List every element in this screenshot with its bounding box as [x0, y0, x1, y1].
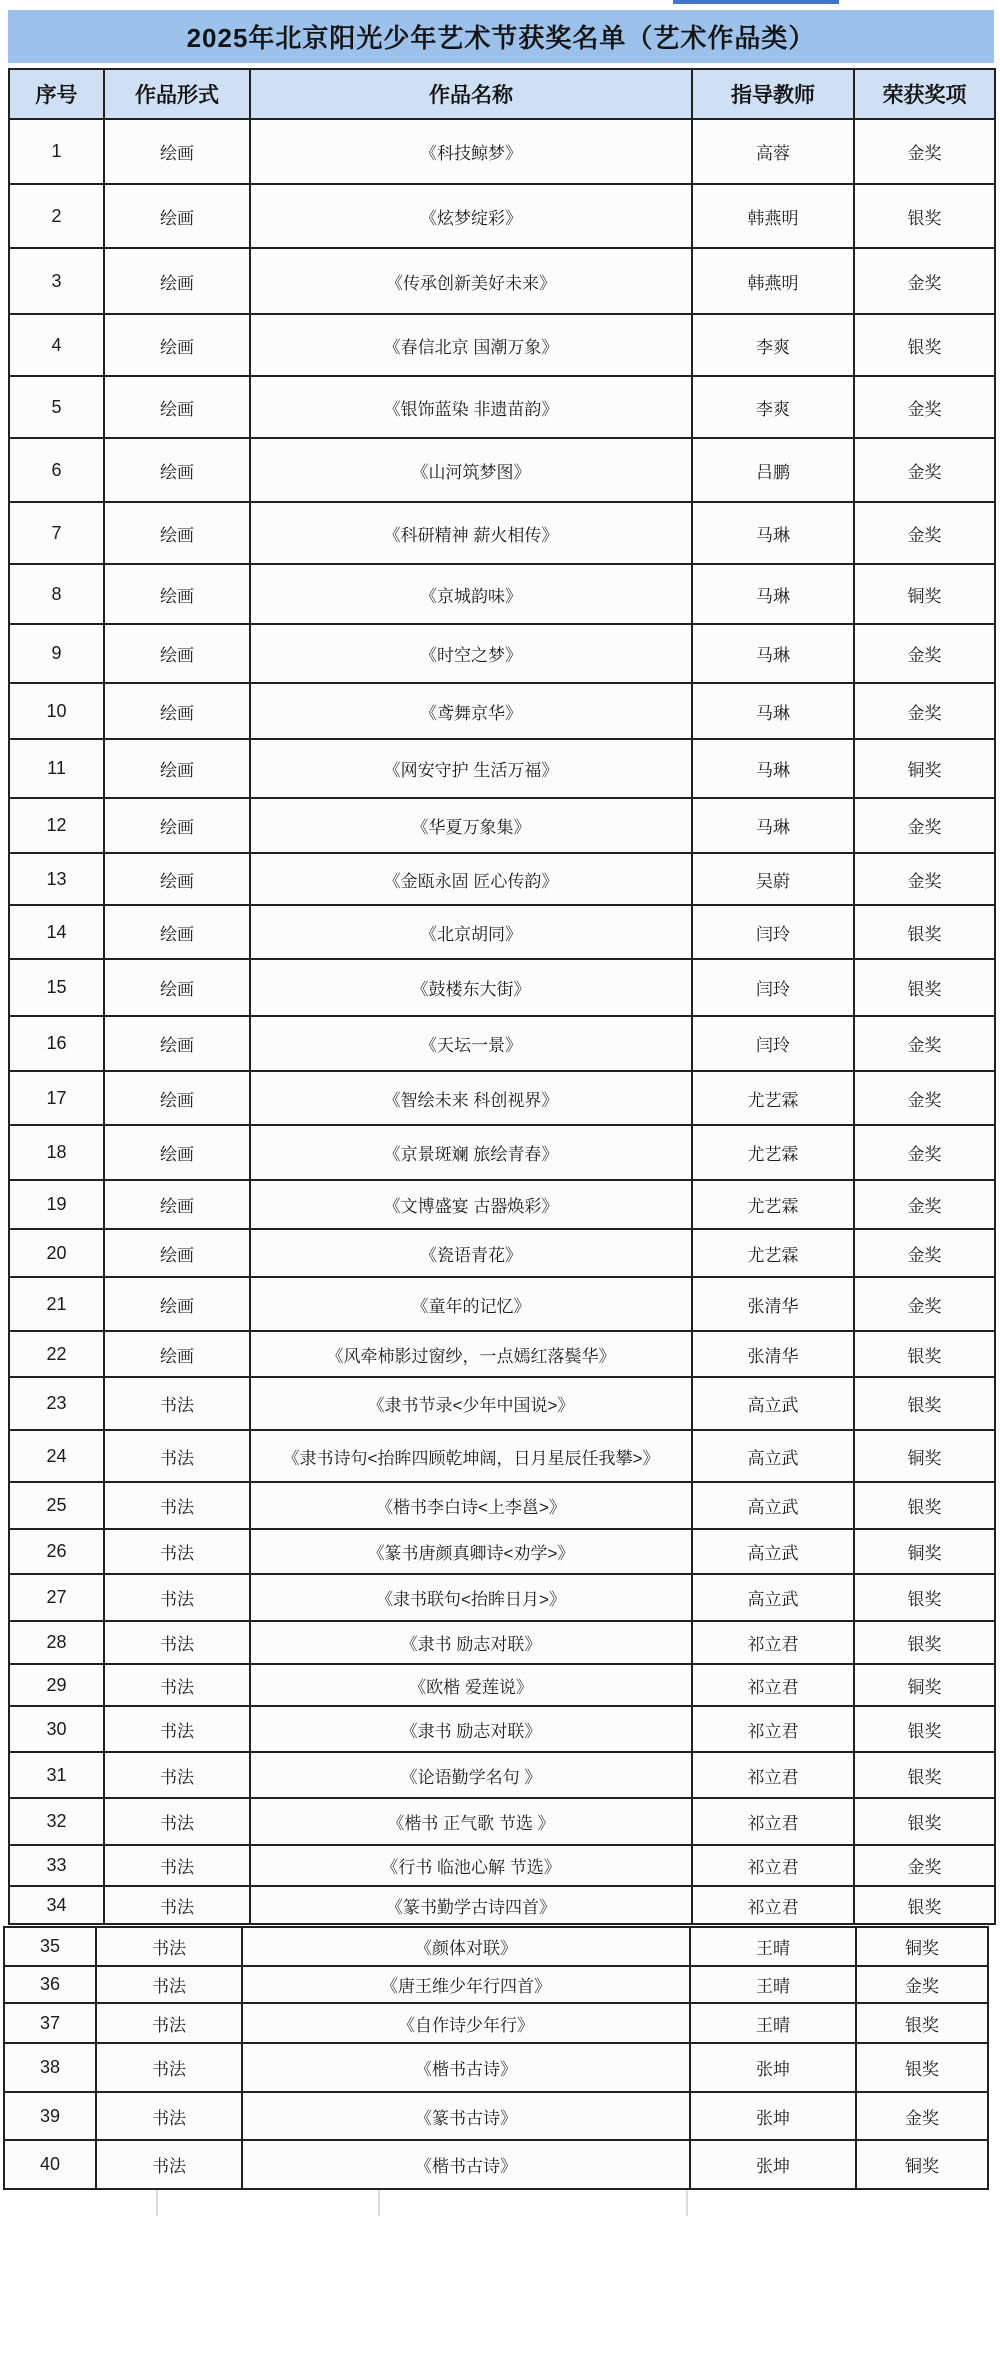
table-row: [9, 1229, 995, 1277]
cell-form: 绘画: [104, 564, 250, 624]
cell-form: 书法: [96, 2043, 242, 2092]
cell-title: 《金瓯永固 匠心传韵》: [250, 853, 692, 905]
cell-title: 《天坛一景》: [250, 1016, 692, 1071]
table-row: [9, 905, 995, 959]
awards-table-section-2: [3, 1926, 989, 2190]
cell-award: 金奖: [854, 683, 995, 739]
table-row: [9, 1071, 995, 1125]
cell-title: 《隶书 励志对联》: [250, 1706, 692, 1752]
table-row: [9, 1706, 995, 1752]
cell-teacher: 韩燕明: [692, 248, 854, 314]
cell-award: 金奖: [854, 376, 995, 438]
cell-award: 铜奖: [856, 1927, 988, 1966]
table-row: [4, 1966, 988, 2003]
cell-teacher: 张坤: [690, 2140, 856, 2189]
cell-teacher: 张坤: [690, 2043, 856, 2092]
table-row: [9, 1752, 995, 1798]
table-row: [9, 314, 995, 376]
table-row: [9, 624, 995, 683]
cell-teacher: 马琳: [692, 624, 854, 683]
cell-award: 银奖: [854, 1377, 995, 1430]
table-row: [9, 248, 995, 314]
table-row: [9, 798, 995, 853]
cell-award: 铜奖: [854, 564, 995, 624]
cell-form: 书法: [104, 1706, 250, 1752]
cell-no: 33: [9, 1845, 104, 1886]
cell-title: 《时空之梦》: [250, 624, 692, 683]
cell-award: 银奖: [854, 1752, 995, 1798]
cell-award: 银奖: [854, 1482, 995, 1529]
cell-award: 银奖: [854, 1798, 995, 1845]
table-row: [9, 1886, 995, 1924]
cell-award: 银奖: [854, 184, 995, 248]
table-row: [9, 184, 995, 248]
cell-title: 《京景斑斓 旅绘青春》: [250, 1125, 692, 1180]
cell-title: 《银饰蓝染 非遗苗韵》: [250, 376, 692, 438]
cell-form: 绘画: [104, 1277, 250, 1331]
table-row: [9, 502, 995, 564]
cell-form: 绘画: [104, 248, 250, 314]
table-row: [9, 1125, 995, 1180]
cell-title: 《风牵柿影过窗纱，一点嫣红落鬓华》: [250, 1331, 692, 1377]
column-header: 序号: [9, 69, 104, 119]
cell-no: 6: [9, 438, 104, 502]
cell-title: 《论语勤学名句 》: [250, 1752, 692, 1798]
cell-no: 24: [9, 1430, 104, 1482]
cell-form: 绘画: [104, 314, 250, 376]
cell-teacher: 高立武: [692, 1377, 854, 1430]
cell-form: 绘画: [104, 502, 250, 564]
table-row: [9, 1277, 995, 1331]
cell-teacher: 高立武: [692, 1529, 854, 1574]
cell-no: 27: [9, 1574, 104, 1621]
cell-no: 22: [9, 1331, 104, 1377]
cell-title: 《篆书古诗》: [242, 2092, 690, 2140]
cell-award: 银奖: [856, 2043, 988, 2092]
column-header: 指导教师: [692, 69, 854, 119]
table-row: [9, 119, 995, 184]
cell-title: 《春信北京 国潮万象》: [250, 314, 692, 376]
cell-form: 绘画: [104, 683, 250, 739]
grid-line-remnant: [686, 2190, 688, 2216]
cell-title: 《京城韵味》: [250, 564, 692, 624]
cell-teacher: 韩燕明: [692, 184, 854, 248]
table-row: [9, 739, 995, 798]
cell-award: 金奖: [854, 1229, 995, 1277]
cell-no: 8: [9, 564, 104, 624]
cell-form: 书法: [104, 1798, 250, 1845]
cell-form: 书法: [104, 1621, 250, 1664]
cell-no: 35: [4, 1927, 96, 1966]
cell-teacher: 王晴: [690, 2003, 856, 2043]
cell-title: 《童年的记忆》: [250, 1277, 692, 1331]
cell-teacher: 张清华: [692, 1331, 854, 1377]
cell-form: 绘画: [104, 1071, 250, 1125]
cell-no: 23: [9, 1377, 104, 1430]
cell-teacher: 张坤: [690, 2092, 856, 2140]
cell-award: 金奖: [854, 1277, 995, 1331]
cell-teacher: 李爽: [692, 376, 854, 438]
cell-award: 银奖: [854, 1886, 995, 1924]
cell-teacher: 闫玲: [692, 905, 854, 959]
cell-form: 书法: [96, 2003, 242, 2043]
cell-award: 金奖: [854, 798, 995, 853]
cell-no: 39: [4, 2092, 96, 2140]
cell-award: 金奖: [854, 624, 995, 683]
cell-award: 银奖: [854, 1706, 995, 1752]
cell-form: 书法: [104, 1482, 250, 1529]
cell-teacher: 尤艺霖: [692, 1125, 854, 1180]
cell-title: 《颜体对联》: [242, 1927, 690, 1966]
cell-teacher: 李爽: [692, 314, 854, 376]
cell-no: 26: [9, 1529, 104, 1574]
cell-award: 金奖: [856, 1966, 988, 2003]
cell-form: 绘画: [104, 959, 250, 1016]
cell-form: 书法: [96, 1966, 242, 2003]
cell-teacher: 祁立君: [692, 1886, 854, 1924]
cell-form: 绘画: [104, 438, 250, 502]
cell-teacher: 闫玲: [692, 1016, 854, 1071]
cell-form: 绘画: [104, 798, 250, 853]
cell-form: 绘画: [104, 1180, 250, 1229]
cell-no: 12: [9, 798, 104, 853]
cell-award: 金奖: [854, 438, 995, 502]
header-row: [9, 69, 995, 119]
cell-no: 14: [9, 905, 104, 959]
cell-title: 《篆书勤学古诗四首》: [250, 1886, 692, 1924]
cell-no: 40: [4, 2140, 96, 2189]
cell-no: 36: [4, 1966, 96, 2003]
cell-teacher: 吕鹏: [692, 438, 854, 502]
cell-form: 绘画: [104, 853, 250, 905]
table-row: [9, 1798, 995, 1845]
cell-no: 19: [9, 1180, 104, 1229]
cell-title: 《自作诗少年行》: [242, 2003, 690, 2043]
cell-title: 《传承创新美好未来》: [250, 248, 692, 314]
table-row: [9, 1845, 995, 1886]
cell-award: 铜奖: [854, 1430, 995, 1482]
cell-no: 11: [9, 739, 104, 798]
cell-teacher: 马琳: [692, 564, 854, 624]
cell-form: 书法: [96, 2140, 242, 2189]
cell-no: 21: [9, 1277, 104, 1331]
cell-title: 《文博盛宴 古器焕彩》: [250, 1180, 692, 1229]
cell-no: 4: [9, 314, 104, 376]
cell-title: 《网安守护 生活万福》: [250, 739, 692, 798]
table-row: [9, 959, 995, 1016]
cell-no: 7: [9, 502, 104, 564]
cell-award: 金奖: [854, 502, 995, 564]
cell-form: 绘画: [104, 739, 250, 798]
cell-no: 31: [9, 1752, 104, 1798]
cell-title: 《欧楷 爱莲说》: [250, 1664, 692, 1706]
cell-no: 3: [9, 248, 104, 314]
cell-form: 书法: [104, 1886, 250, 1924]
cell-title: 《山河筑梦图》: [250, 438, 692, 502]
cell-form: 绘画: [104, 376, 250, 438]
cell-title: 《篆书唐颜真卿诗<劝学>》: [250, 1529, 692, 1574]
table-row: [4, 2140, 988, 2189]
cell-no: 37: [4, 2003, 96, 2043]
cell-no: 29: [9, 1664, 104, 1706]
cell-teacher: 祁立君: [692, 1706, 854, 1752]
cell-award: 金奖: [854, 1071, 995, 1125]
cell-teacher: 高蓉: [692, 119, 854, 184]
cell-award: 金奖: [854, 119, 995, 184]
cell-form: 书法: [104, 1574, 250, 1621]
cell-form: 书法: [104, 1377, 250, 1430]
cell-title: 《华夏万象集》: [250, 798, 692, 853]
cell-teacher: 尤艺霖: [692, 1180, 854, 1229]
table-row: [4, 2003, 988, 2043]
cell-teacher: 祁立君: [692, 1752, 854, 1798]
table-row: [4, 2043, 988, 2092]
cell-teacher: 张清华: [692, 1277, 854, 1331]
cell-no: 9: [9, 624, 104, 683]
column-header: 荣获奖项: [854, 69, 995, 119]
cell-teacher: 尤艺霖: [692, 1071, 854, 1125]
cell-form: 绘画: [104, 1125, 250, 1180]
cell-form: 书法: [104, 1664, 250, 1706]
cell-form: 书法: [104, 1430, 250, 1482]
cell-form: 绘画: [104, 1229, 250, 1277]
table-row: [9, 1180, 995, 1229]
table-row: [9, 683, 995, 739]
table-row: [9, 1430, 995, 1482]
cell-teacher: 祁立君: [692, 1621, 854, 1664]
cell-teacher: 马琳: [692, 739, 854, 798]
cell-title: 《楷书李白诗<上李邕>》: [250, 1482, 692, 1529]
cell-title: 《隶书 励志对联》: [250, 1621, 692, 1664]
cell-no: 38: [4, 2043, 96, 2092]
cell-no: 17: [9, 1071, 104, 1125]
page-title: 2025年北京阳光少年艺术节获奖名单（艺术作品类）: [8, 10, 994, 63]
cell-award: 金奖: [854, 1125, 995, 1180]
table-row: [9, 1377, 995, 1430]
table-row: [4, 2092, 988, 2140]
cell-no: 25: [9, 1482, 104, 1529]
cell-award: 银奖: [854, 1574, 995, 1621]
cell-no: 28: [9, 1621, 104, 1664]
cell-form: 绘画: [104, 905, 250, 959]
cell-form: 书法: [96, 1927, 242, 1966]
cell-award: 金奖: [854, 1016, 995, 1071]
table-row: [4, 1927, 988, 1966]
cell-no: 16: [9, 1016, 104, 1071]
cell-title: 《智绘未来 科创视界》: [250, 1071, 692, 1125]
cell-form: 书法: [96, 2092, 242, 2140]
cell-no: 32: [9, 1798, 104, 1845]
cell-teacher: 马琳: [692, 798, 854, 853]
cell-no: 13: [9, 853, 104, 905]
cell-title: 《隶书节录<少年中国说>》: [250, 1377, 692, 1430]
cell-teacher: 高立武: [692, 1482, 854, 1529]
column-header: 作品形式: [104, 69, 250, 119]
cell-title: 《鼓楼东大街》: [250, 959, 692, 1016]
cell-no: 20: [9, 1229, 104, 1277]
cell-title: 《隶书诗句<抬眸四顾乾坤阔，日月星辰任我攀>》: [250, 1430, 692, 1482]
cell-award: 金奖: [854, 1845, 995, 1886]
cell-teacher: 闫玲: [692, 959, 854, 1016]
cell-award: 银奖: [854, 905, 995, 959]
column-header: 作品名称: [250, 69, 692, 119]
cell-title: 《科技鲸梦》: [250, 119, 692, 184]
cell-no: 34: [9, 1886, 104, 1924]
table-row: [9, 1331, 995, 1377]
cell-no: 30: [9, 1706, 104, 1752]
cell-teacher: 王晴: [690, 1966, 856, 2003]
table-row: [9, 1574, 995, 1621]
cell-form: 绘画: [104, 119, 250, 184]
cell-form: 绘画: [104, 624, 250, 683]
cell-teacher: 马琳: [692, 683, 854, 739]
cell-award: 银奖: [854, 1621, 995, 1664]
cell-award: 金奖: [856, 2092, 988, 2140]
cell-teacher: 吴蔚: [692, 853, 854, 905]
cell-form: 绘画: [104, 1331, 250, 1377]
cell-award: 银奖: [856, 2003, 988, 2043]
cell-title: 《行书 临池心解 节选》: [250, 1845, 692, 1886]
cell-award: 铜奖: [854, 739, 995, 798]
table-row: [9, 564, 995, 624]
cell-teacher: 王晴: [690, 1927, 856, 1966]
cell-award: 银奖: [854, 1331, 995, 1377]
cell-title: 《炫梦绽彩》: [250, 184, 692, 248]
table-row: [9, 376, 995, 438]
cell-title: 《瓷语青花》: [250, 1229, 692, 1277]
table-row: [9, 1529, 995, 1574]
cell-teacher: 祁立君: [692, 1798, 854, 1845]
cell-title: 《科研精神 薪火相传》: [250, 502, 692, 564]
awards-sheet: [8, 10, 994, 2220]
cell-teacher: 祁立君: [692, 1664, 854, 1706]
cell-no: 5: [9, 376, 104, 438]
table-row: [9, 853, 995, 905]
table-row: [9, 1016, 995, 1071]
cell-award: 金奖: [854, 1180, 995, 1229]
cell-award: 金奖: [854, 248, 995, 314]
cell-no: 1: [9, 119, 104, 184]
cell-title: 《北京胡同》: [250, 905, 692, 959]
cell-award: 金奖: [854, 853, 995, 905]
cell-no: 10: [9, 683, 104, 739]
table-row: [9, 438, 995, 502]
cell-form: 书法: [104, 1845, 250, 1886]
cell-form: 绘画: [104, 184, 250, 248]
cell-form: 绘画: [104, 1016, 250, 1071]
cell-award: 铜奖: [854, 1529, 995, 1574]
adjacent-window-edge-strip: [673, 0, 839, 4]
grid-line-remnant: [156, 2190, 158, 2216]
cell-teacher: 高立武: [692, 1574, 854, 1621]
cell-title: 《楷书古诗》: [242, 2043, 690, 2092]
cell-title: 《楷书 正气歌 节选 》: [250, 1798, 692, 1845]
table-row: [9, 1482, 995, 1529]
cell-award: 银奖: [854, 959, 995, 1016]
cell-title: 《楷书古诗》: [242, 2140, 690, 2189]
cell-award: 铜奖: [854, 1664, 995, 1706]
cell-title: 《唐王维少年行四首》: [242, 1966, 690, 2003]
cell-no: 15: [9, 959, 104, 1016]
cell-teacher: 马琳: [692, 502, 854, 564]
cell-teacher: 祁立君: [692, 1845, 854, 1886]
cell-award: 银奖: [854, 314, 995, 376]
cell-no: 2: [9, 184, 104, 248]
awards-table-section-1: [8, 68, 996, 1925]
cell-no: 18: [9, 1125, 104, 1180]
cell-form: 书法: [104, 1529, 250, 1574]
cell-teacher: 高立武: [692, 1430, 854, 1482]
table-row: [9, 1621, 995, 1664]
grid-line-remnant: [378, 2190, 380, 2216]
bottom-grid-remnants: [8, 2190, 994, 2220]
cell-form: 书法: [104, 1752, 250, 1798]
cell-title: 《隶书联句<抬眸日月>》: [250, 1574, 692, 1621]
cell-teacher: 尤艺霖: [692, 1229, 854, 1277]
table-row: [9, 1664, 995, 1706]
cell-title: 《鸢舞京华》: [250, 683, 692, 739]
cell-award: 铜奖: [856, 2140, 988, 2189]
